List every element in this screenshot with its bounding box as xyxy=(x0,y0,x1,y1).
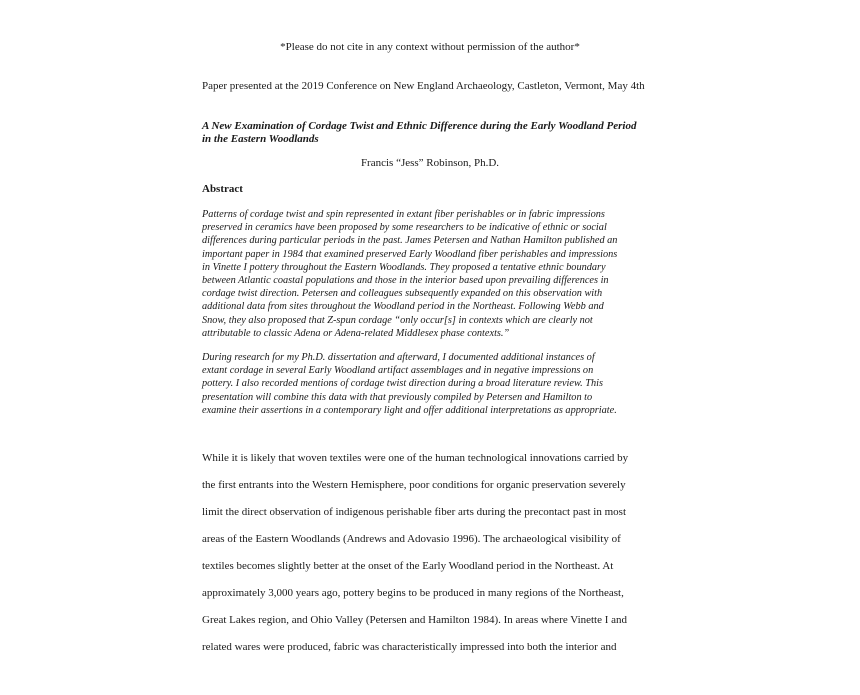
abstract-line: cordage twist direction. Petersen and colleagues subsequently expanded on this observation with xyxy=(202,288,603,300)
conference-line: Paper presented at the 2019 Conference on New England Archaeology, Castleton, Vermont, May 4th xyxy=(202,80,645,92)
body-line: limit the direct observation of indigenous perishable fiber arts during the precontact past in most xyxy=(202,506,626,518)
author-name: Francis “Jess” Robinson, Ph.D. xyxy=(360,157,500,169)
abstract-line: examine their assertions in a contemporary light and offer additional interpretations as appropriate. xyxy=(202,404,617,416)
abstract-line: During research for my Ph.D. dissertation and afterward, I documented additional instances of xyxy=(202,352,595,363)
body-line: While it is likely that woven textiles were one of the human technological innovations carried by xyxy=(202,452,629,464)
abstract-heading: Abstract xyxy=(202,183,243,195)
abstract-line: differences during particular periods in the past. James Petersen and Nathan Hamilton published an xyxy=(202,235,618,247)
abstract-line: between Atlantic coastal populations and those in the interior based upon prevailing differences in xyxy=(202,275,609,287)
body-line: related wares were produced, fabric was characteristically impressed into both the interior and xyxy=(202,641,617,653)
paper-title-line: in the Eastern Woodlands xyxy=(202,133,319,145)
abstract-line: Snow, they also proposed that Z-spun cordage “only occur[s] in contexts which are clearly not xyxy=(202,314,593,326)
abstract-line: additional data from sites throughout the Woodland period in the Northeast. Following Webb and xyxy=(202,301,604,313)
abstract-paragraph-2 xyxy=(202,351,662,417)
abstract-line: presentation will combine this data with that previously compiled by Petersen and Hamilton to xyxy=(202,391,593,403)
body-paragraph xyxy=(202,451,672,667)
abstract-line: attributable to classic Adena or Adena-related Middlesex phase contexts.” xyxy=(202,327,510,339)
abstract-line: important paper in 1984 that examined preserved Early Woodland fiber perishables and impressions xyxy=(202,248,618,260)
abstract-line: pottery. I also recorded mentions of cordage twist direction during a broad literature review. This xyxy=(202,378,603,390)
body-line: textiles becomes slightly better at the onset of the Early Woodland period in the Northeast. At xyxy=(202,560,614,572)
abstract-paragraph-1 xyxy=(202,208,662,340)
body-line: approximately 3,000 years ago, pottery begins to be produced in many regions of the Northeast, xyxy=(202,587,624,599)
citation-notice: *Please do not cite in any context without permission of the author* xyxy=(280,41,580,53)
abstract-line: extant cordage in several Early Woodland artifact assemblages and in negative impressions on xyxy=(202,365,594,377)
abstract-line: Patterns of cordage twist and spin represented in extant fiber perishables or in fabric impressions xyxy=(202,209,605,220)
abstract-line: preserved in ceramics have been proposed by some researchers to be indicative of ethnic or social xyxy=(202,222,607,234)
abstract-line: in Vinette I pottery throughout the Eastern Woodlands. They proposed a tentative ethnic boundary xyxy=(202,261,606,273)
body-line: Great Lakes region, and Ohio Valley (Petersen and Hamilton 1984). In areas where Vinette I and xyxy=(202,614,628,626)
body-line: areas of the Eastern Woodlands (Andrews and Adovasio 1996). The archaeological visibility of xyxy=(202,533,621,545)
paper-title xyxy=(202,120,662,146)
body-line: the first entrants into the Western Hemisphere, poor conditions for organic preservation severely xyxy=(202,479,626,491)
paper-title-line: A New Examination of Cordage Twist and Ethnic Difference during the Early Woodland Period xyxy=(202,120,637,132)
